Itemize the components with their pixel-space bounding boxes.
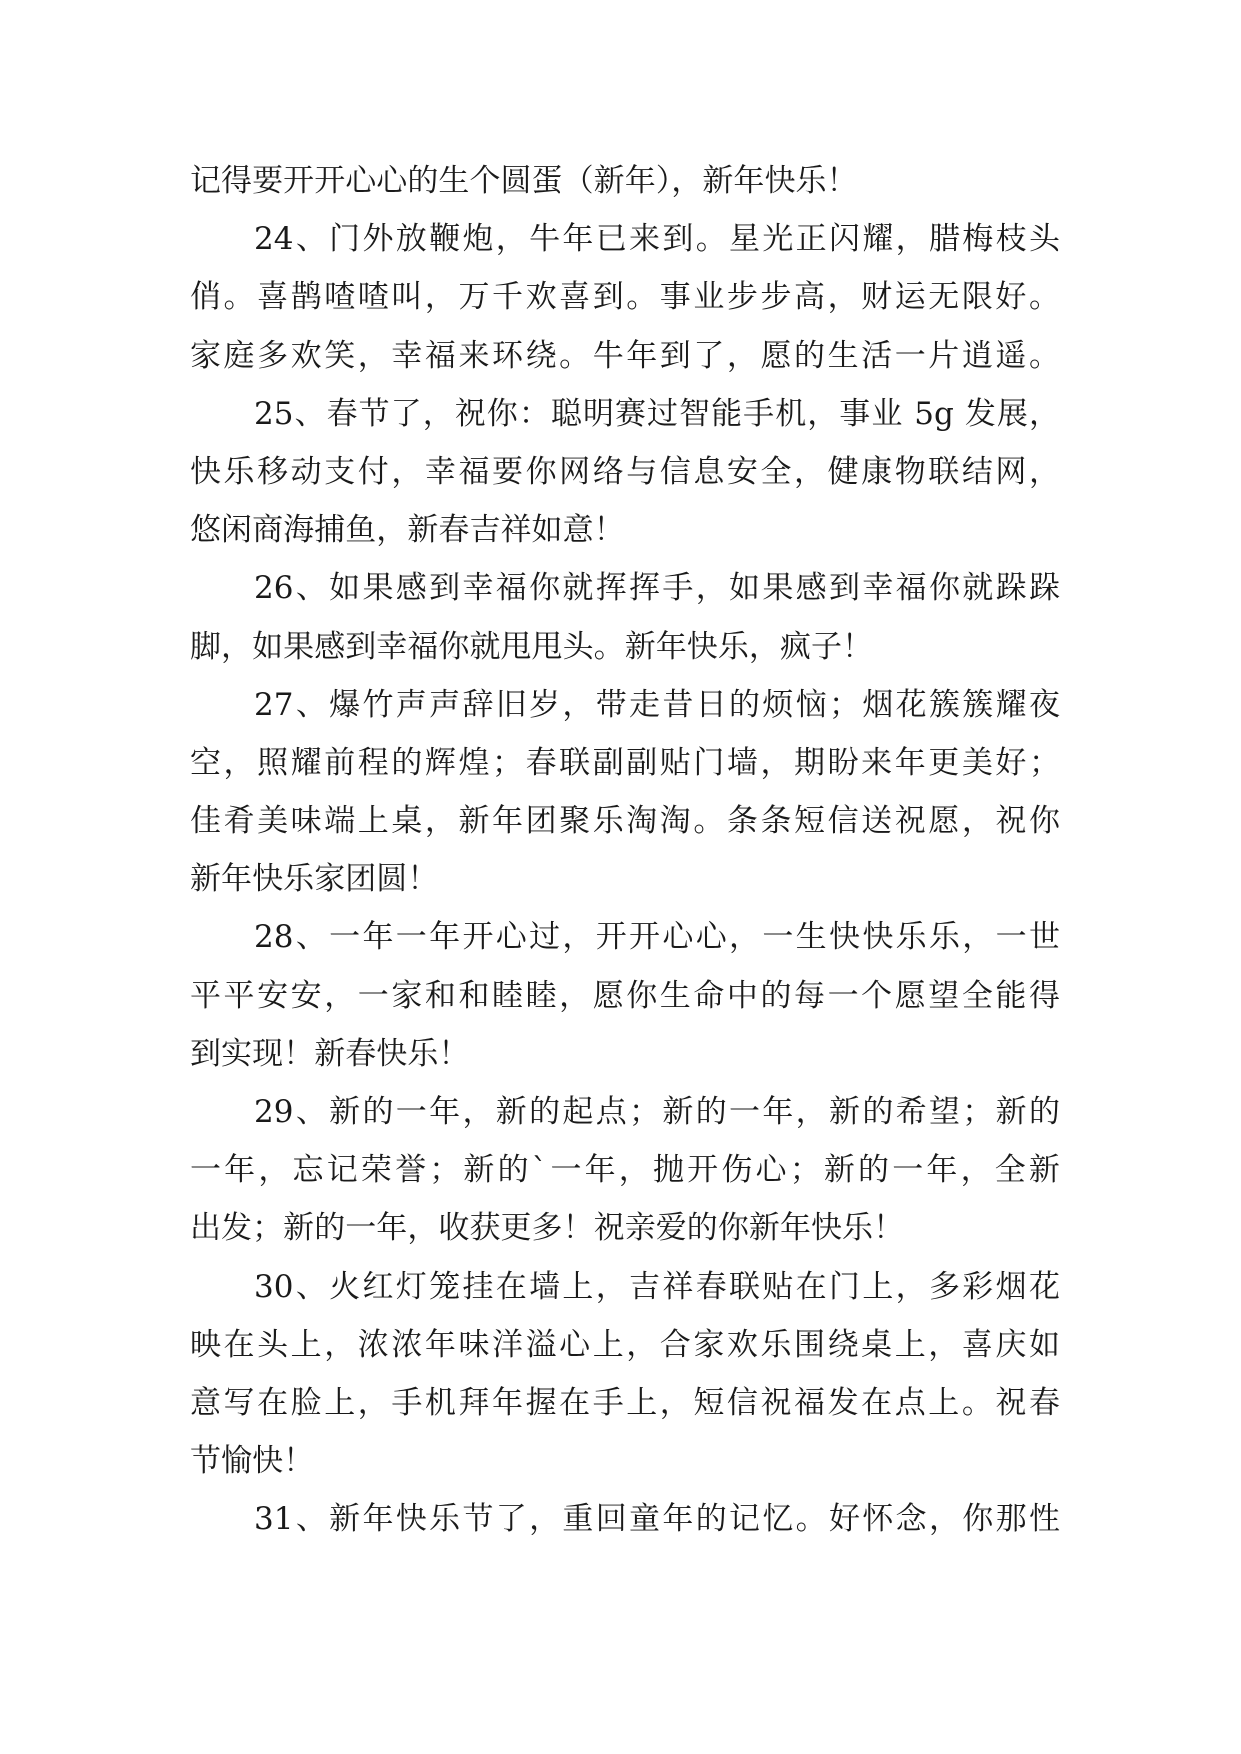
paragraph-28 bbox=[190, 908, 1060, 1083]
text-line: 意写在脸上，手机拜年握在手上，短信祝福发在点上。祝春 bbox=[190, 1384, 1060, 1421]
text-line: 节愉快！ bbox=[190, 1443, 315, 1480]
text-line: 29、新的一年，新的起点；新的一年，新的希望；新的 bbox=[254, 1094, 1060, 1130]
text-line: 一年，忘记荣誉；新的`一年，抛开伤心；新的一年，全新 bbox=[190, 1152, 1060, 1189]
text-line: 佳肴美味端上桌，新年团聚乐淘淘。条条短信送祝愿，祝你 bbox=[190, 803, 1060, 840]
text-line: 24、门外放鞭炮，牛年已来到。星光正闪耀，腊梅枝头 bbox=[254, 221, 1060, 258]
text-line: 新年快乐家团圆！ bbox=[190, 861, 439, 898]
text-line: 28、一年一年开心过，开开心心，一生快快乐乐，一世 bbox=[254, 919, 1060, 956]
paragraph-31 bbox=[190, 1490, 1060, 1548]
text-line: 25、春节了，祝你：聪明赛过智能手机，事业 5g 发展， bbox=[254, 395, 1060, 432]
text-line: 映在头上，浓浓年味洋溢心上，合家欢乐围绕桌上，喜庆如 bbox=[190, 1326, 1060, 1363]
paragraph-continuation bbox=[190, 152, 1060, 210]
text-line: 家庭多欢笑，幸福来环绕。牛年到了，愿的生活一片逍遥。 bbox=[190, 337, 1060, 374]
text-line: 脚，如果感到幸福你就甩甩头。新年快乐，疯子！ bbox=[190, 628, 874, 665]
text-line: 悠闲商海捕鱼，新春吉祥如意！ bbox=[190, 512, 625, 549]
text-line: 26、如果感到幸福你就挥挥手，如果感到幸福你就跺跺 bbox=[254, 570, 1060, 607]
paragraph-25 bbox=[190, 385, 1060, 560]
text-line: 出发；新的一年，收获更多！祝亲爱的你新年快乐！ bbox=[190, 1210, 905, 1247]
text-line: 30、火红灯笼挂在墙上，吉祥春联贴在门上，多彩烟花 bbox=[254, 1268, 1060, 1305]
text-line: 俏。喜鹊喳喳叫，万千欢喜到。事业步步高，财运无限好。 bbox=[190, 279, 1060, 316]
paragraph-29 bbox=[190, 1083, 1060, 1258]
text-line: 到实现！新春快乐！ bbox=[190, 1035, 470, 1072]
text-line: 31、新年快乐节了，重回童年的记忆。好怀念，你那性 bbox=[254, 1501, 1060, 1538]
document-body bbox=[190, 152, 1060, 1549]
text-line: 记得要开开心心的生个圆蛋（新年），新年快乐！ bbox=[190, 163, 858, 199]
paragraph-24 bbox=[190, 210, 1060, 385]
paragraph-27 bbox=[190, 676, 1060, 909]
paragraph-30 bbox=[190, 1258, 1060, 1491]
paragraph-26 bbox=[190, 559, 1060, 675]
text-line: 平平安安，一家和和睦睦，愿你生命中的每一个愿望全能得 bbox=[190, 977, 1060, 1014]
text-line: 27、爆竹声声辞旧岁，带走昔日的烦恼；烟花簇簇耀夜 bbox=[254, 686, 1060, 723]
text-line: 空，照耀前程的辉煌；春联副副贴门墙，期盼来年更美好； bbox=[190, 744, 1060, 781]
text-line: 快乐移动支付，幸福要你网络与信息安全，健康物联结网， bbox=[190, 453, 1060, 490]
